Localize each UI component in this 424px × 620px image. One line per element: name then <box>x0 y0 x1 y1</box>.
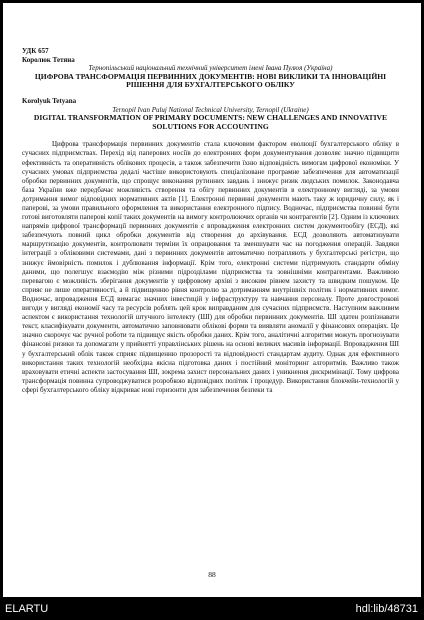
affiliation-ua: Тернопільський національний технічний університет імені Івана Пулюя (Україна) <box>88 64 333 73</box>
paragraph: Цифрова трансформація первинних документів стала ключовим фактором еволюції бухгалтерського обліку в сучасних підприємствах. Перехід від паперових носіїв до електронних форм документування дозволяє значно підвищити ефективність та оперативність облікових процесів, а також забезпечити їхню відповідність вимогам цифрової економіки. У сучасних умовах підприємства дедалі частіше використовують спеціалізоване програмне забезпечення для автоматизації обробки первинних документів, що спрощує виконання рутинних завдань і знижує ризик людських помилок. Законодавча база України вже передбачає можливість створення та обігу первинних документів в електронному вигляді, за умови дотримання вимог відповідних нормативних актів [1]. Електронні первинні документи мають таку ж юридичну силу, як і паперові, за умови правильного оформлення та використання електронного підпису. Водночас, підприємства повинні бути готові виготовляти паперові копії таких документів на вимогу контролюючих органів чи контрагентів [2]. Одним із ключових напрямів цифрової трансформації первинних документів є впровадження електронних систем документообігу (ЕСД), які забезпечують повний цикл обробки документів від створення до архівування. ЕСД дозволяють автоматизувати маршрутизацію документів, контролювати терміни їх опрацювання та зменшувати час на погодження операцій. Завдяки інтеграції з обліковими системами, дані з первинних документів автоматично потрапляють у бухгалтерські регістри, що знижує ймовірність помилок і дублювання інформації. Крім того, електронні системи підтримують стандарти обміну даними, що полегшує взаємодію між різними підрозділами підприємства та зовнішніми контрагентами. Важливою перевагою є можливість зберігання документів у цифровому архіві з високим рівнем захисту та швидким пошуком. Це сприяє не лише оперативності, а й підвищенню рівня контролю за дотриманням внутрішніх політик і нормативних вимог. Водночас, впровадження ЕСД вимагає значних інвестицій у інфраструктуру та навчання персоналу. Проте довгострокові вигоди у вигляді економії часу та ресурсів роблять цей крок виправданим для сучасних підприємств. Наступним важливим аспектом є використання технологій штучного інтелекту (ШІ) для обробки первинних документів. ШІ здатен розпізнавати текст, класифікувати документи, автоматично заповнювати облікові форми та виявляти аномалії у фінансових операціях. Це значно скорочує час ручної роботи та підвищує якість обробки даних. Крім того, аналітичні алгоритми можуть прогнозувати фінансові ризики та допомагати у прийнятті управлінських рішень на основі великих масивів інформації. Впровадження ШІ у бухгалтерський облік також сприяє підвищенню прозорості та відповідності стандартам аудиту. Однак для ефективного використання таких технологій необхідна якісна підготовка даних і постійний моніторинг алгоритмів. Важливо також враховувати етичні аспекти застосування ШІ, зокрема захист персональних даних і уникнення дискримінації. Тому цифрова трансформація повинна супроводжуватися розробкою відповідних політик і процедур. Використання блокчейн-технологій у сфері бухгалтерського обліку відкриває нові горизонти для забезпечення безпеки та <box>22 140 399 394</box>
page-number: 88 <box>208 570 216 579</box>
document-page <box>3 3 421 597</box>
article <box>22 47 399 395</box>
footer-handle-link[interactable]: hdl:lib/48731 <box>355 603 418 615</box>
title-ua: ЦИФРОВА ТРАНСФОРМАЦІЯ ПЕРВИННИХ ДОКУМЕНТІВ: НОВІ ВИКЛИКИ ТА ІННОВАЦІЙНІ РІШЕННЯ ДЛЯ БУХГАЛТЕРСЬКОГО ОБЛІКУ <box>34 71 387 90</box>
footer-bar <box>0 597 424 620</box>
title-en: DIGITAL TRANSFORMATION OF PRIMARY DOCUMENTS: NEW CHALLENGES AND INNOVATIVE SOLUTIONS FOR ACCOUNTING <box>33 113 388 131</box>
udk-code: УДК 657 <box>22 47 49 55</box>
body-text <box>22 140 399 395</box>
affiliation-en: Ternopil Ivan Puluj National Technical University, Ternopil (Ukraine) <box>112 105 309 114</box>
author-ua: Королюк Тетяна <box>22 55 75 64</box>
footer-repository-name: ELARTU <box>5 603 49 615</box>
author-en: Korolyuk Tetyana <box>22 96 77 105</box>
